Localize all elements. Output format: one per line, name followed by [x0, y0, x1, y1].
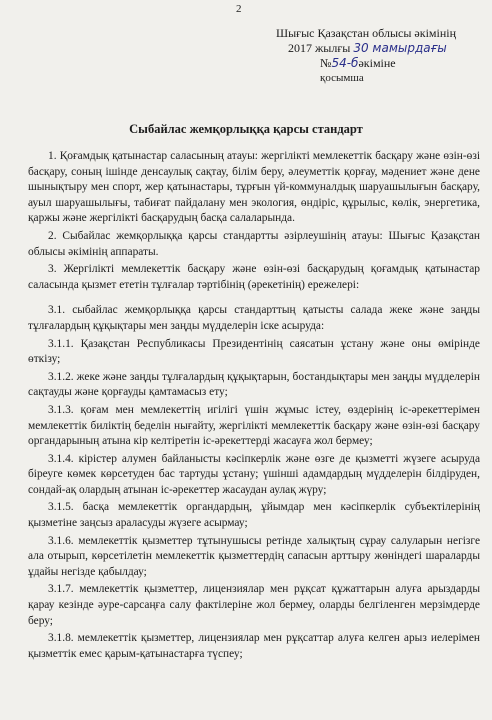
- paragraph-3-1-2: 3.1.2. жеке және заңды тұлғалардың құқықтарын, бостандықтары мен заңды мүдделерін сақтауды және қорғауды қамтамасыз ету;: [28, 370, 480, 399]
- document-title: Сыбайлас жемқорлыққа қарсы стандарт: [129, 122, 363, 136]
- document-body: [28, 149, 480, 664]
- paragraph-3-1-3: 3.1.3. қоғам мен мемлекеттің игілігі үшін жұмыс істеу, өздерінің іс-әрекеттерімен мемлекеттік биліктің беделін нығайту, жергілікті мемлекеттік басқару және өзін-өзі басқару органдарының атына кір келтіретін іс-әрекеттерді жасауға жол бермеу;: [28, 403, 480, 448]
- handwritten-number: 54-б: [331, 56, 359, 70]
- header-line-1: Шығыс Қазақстан облысы әкімінің: [276, 26, 457, 40]
- handwritten-date: 30 мамырдағы: [353, 41, 447, 55]
- paragraph-3-1: 3.1. сыбайлас жемқорлыққа қарсы стандарттың қатысты салада жеке және заңды тұлғалардың құқықтары мен заңды мүдделерін іске асыруда:: [28, 304, 480, 332]
- page-number: 2: [236, 3, 242, 15]
- paragraph-1: 1. Қоғамдық қатынастар саласының атауы: жергілікті мемлекеттік басқару және өзін-өзі басқару, соның ішінде денсаулық сақтау, білім беру, әлеуметтік қорғау, мәдениет және дене шынықтыру мен спорт, жер қатынастары, тұрғын үй-коммуналдық шаруашылығын басқару, ауыл шаруашылығы, табиғат пайдалану мен экология, өндіріс, құрылыс, көлік, энергетика, қаржы және жергілікті басқарудың басқа салаларында.: [28, 150, 480, 225]
- paragraph-3-1-4: 3.1.4. кірістер алумен байланысты кәсіпкерлік және өзге де қызметті жүзеге асыруда біреуге көмек көрсетуден бас тартуды ұстану; үшінші адамдардың мүдделерін білдіруден, сондай-ақ олардың атынан іс-әрекеттер жасаудан аулақ жүру;: [28, 452, 480, 496]
- paragraph-3-1-1: 3.1.1. Қазақстан Республикасы Президентінің саясатын ұстану және оны өмірінде өткізу;: [28, 337, 480, 366]
- header-number-sign: №: [320, 56, 332, 70]
- paragraph-3-1-6: 3.1.6. мемлекеттік қызметтер тұтынушысы ретінде халықтың сұрау салуларын негізге ала отырып, көрсетілетін мемлекеттік қызметтердің сапасын арттыру жөніндегі шараларды ұдайы негізде қабылдау;: [28, 534, 480, 578]
- header-year: 2017 жылғы: [288, 41, 351, 55]
- appendix-header: [268, 26, 490, 86]
- paragraph-3: 3. Жергілікті мемлекеттік басқару және өзін-өзі басқарудың қоғамдық қатынастар саласында қызмет ететін тұлғалар тәртібінің (әрекетінің) ережелері:: [28, 263, 480, 291]
- header-line-2: [268, 41, 490, 56]
- paragraph-3-1-8: 3.1.8. мемлекеттік қызметтер, лицензиялар мен рұқсаттар алуға келген арыз иелерімен қызметтік емес қарым-қатынастарға түспеу;: [28, 632, 480, 660]
- header-akim: әкіміне: [358, 56, 396, 70]
- paragraph-2: 2. Сыбайлас жемқорлыққа қарсы стандартты әзірлеушінің атауы: Шығыс Қазақстан облысы әкімінің аппараты.: [28, 229, 480, 258]
- header-line-3: [268, 56, 490, 71]
- header-line-4: қосымша: [320, 72, 364, 84]
- paragraph-3-1-7: 3.1.7. мемлекеттік қызметтер, лицензиялар мен рұқсат құжаттарын алуға арыздарды қарау кезінде әуре-сарсаңға салу фактілеріне жол бермеу, оларды белгіленген мерзімдерде беру;: [28, 583, 480, 627]
- paragraph-3-1-5: 3.1.5. басқа мемлекеттік органдардың, ұйымдар мен кәсіпкерлік субъектілерінің қызметіне заңсыз араласуды жүзеге асырмау;: [28, 501, 480, 530]
